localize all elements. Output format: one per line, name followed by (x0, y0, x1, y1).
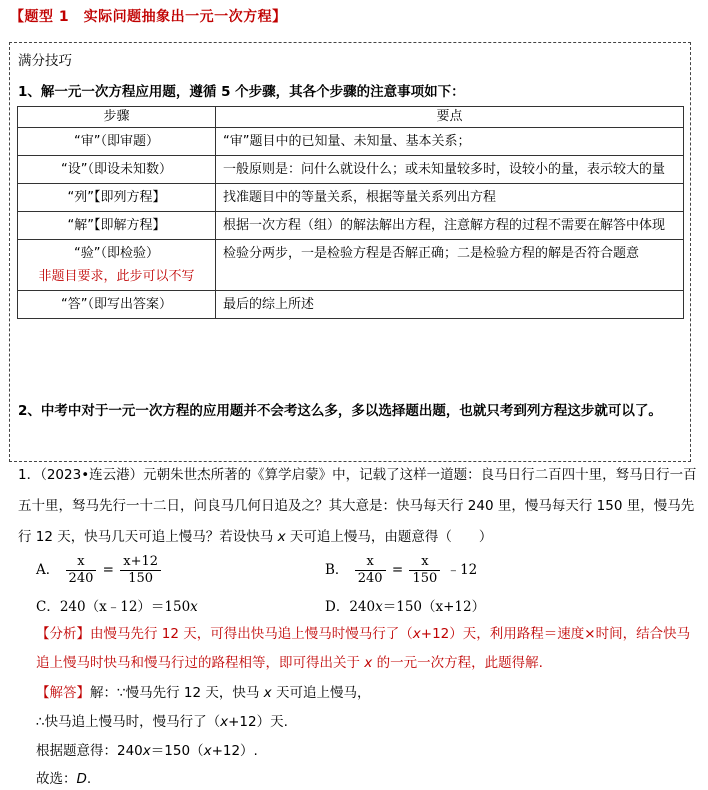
step-cell: “答”（即写出答案） (18, 291, 216, 319)
problem-text-b: 天可追上慢马，由题意得（ ） (289, 529, 493, 545)
option-b-eq: = (391, 562, 404, 578)
step-cell: “解”【即解方程】 (18, 212, 216, 240)
section-heading: 【题型 1 实际问题抽象出一元一次方程】 (10, 9, 287, 25)
answer-letter: D (76, 771, 87, 787)
problem-text (18, 460, 702, 553)
skills-title: 满分技巧 (18, 53, 72, 69)
solution-line-1: 【解答】解：∵慢马先行 12 天，快马 x 天可追上慢马， (36, 685, 371, 701)
point-cell: 找准题目中的等量关系，根据等量关系列出方程 (216, 184, 684, 212)
solution-line-2: ∴快马追上慢马时，慢马行了（x+12）天. (36, 714, 288, 730)
table-row (18, 240, 684, 291)
option-b-frac2: $\frac{x}{150}$ (409, 554, 440, 587)
point-cell: “审”题目中的已知量、未知量、基本关系； (216, 128, 684, 156)
option-b[interactable] (325, 554, 477, 587)
steps-table (17, 106, 684, 319)
table-row (18, 128, 684, 156)
point-cell: 根据一次方程（组）的解法解出方程，注意解方程的过程不需要在解答中体现 (216, 212, 684, 240)
step-cell (18, 240, 216, 291)
table-row (18, 184, 684, 212)
point-cell: 最后的综上所述 (216, 291, 684, 319)
point-cell: 一般原则是：问什么就设什么；或未知量较多时，设较小的量，表示较大的量 (216, 156, 684, 184)
option-a-label: A． (36, 562, 60, 578)
table-row (18, 291, 684, 319)
option-a-eq: = (102, 562, 114, 578)
table-header-row (18, 107, 684, 128)
option-d-post: ＝150（x+12） (382, 599, 486, 615)
table-row (18, 212, 684, 240)
skills-intro: 1、解一元一次方程应用题，遵循 5 个步骤，其各个步骤的注意事项如下： (18, 84, 465, 100)
header-step: 步骤 (18, 107, 216, 128)
option-d[interactable] (325, 595, 485, 615)
solution-line-3: 根据题意得：240x＝150（x+12）. (36, 743, 258, 759)
problem-text-a: 1．（2023•连云港）元朝朱世杰所著的《算学启蒙》中，记载了这样一道题：良马日行二百四十里，驽马日行一百五十里，驽马先行一十二日，问良马几何日追及之？其大意是：快马每天行 240 里，慢马每天行 150 里，慢马先行 12 天，快马几天可追上慢马？若设快马 (18, 467, 697, 545)
option-a-frac2: $\frac{x+12}{150}$ (120, 554, 161, 587)
option-d-pre: 240 (349, 599, 376, 615)
skills-note-2: 2、中考中对于一元一次方程的应用题并不会考这么多，多以选择题出题，也就只考到列方程这步就可以了。 (18, 403, 662, 419)
step-note: 非题目要求，此步可以不写 (38, 269, 195, 284)
analysis-text: 【分析】由慢马先行 12 天，可得出快马追上慢马时慢马行了（x+12）天，利用路程＝速度×时间，结合快马追上慢马时快马和慢马行过的路程相等，即可得出关于 x 的一元一次方程，此题得解. (36, 626, 691, 671)
option-a[interactable] (36, 554, 163, 587)
option-a-frac1: $\frac{x}{240}$ (66, 554, 97, 587)
step-cell: “列”【即列方程】 (18, 184, 216, 212)
header-point: 要点 (216, 107, 684, 128)
solution-tag: 【解答】 (36, 685, 90, 701)
option-c-var: x (190, 599, 198, 615)
solution-line-4: 故选：D. (36, 771, 92, 787)
table-row (18, 156, 684, 184)
option-c-pre: 240（x﹣12）＝150 (59, 599, 191, 615)
option-b-frac1: $\frac{x}{240}$ (355, 554, 386, 587)
point-cell: 检验分两步，一是检验方程是否解正确；二是检验方程的解是否符合题意 (216, 240, 684, 291)
option-d-var: x (375, 599, 383, 615)
option-c-label: C． (36, 599, 60, 615)
step-cell: “审”（即审题） (18, 128, 216, 156)
option-d-label: D． (325, 599, 350, 615)
option-b-tail: ﹣12 (446, 562, 478, 578)
option-c[interactable] (36, 595, 198, 615)
step-label: “验”（即检验） (74, 246, 159, 261)
problem-var: x (277, 529, 286, 545)
option-b-label: B． (325, 562, 349, 578)
step-cell: “设”（即设未知数） (18, 156, 216, 184)
